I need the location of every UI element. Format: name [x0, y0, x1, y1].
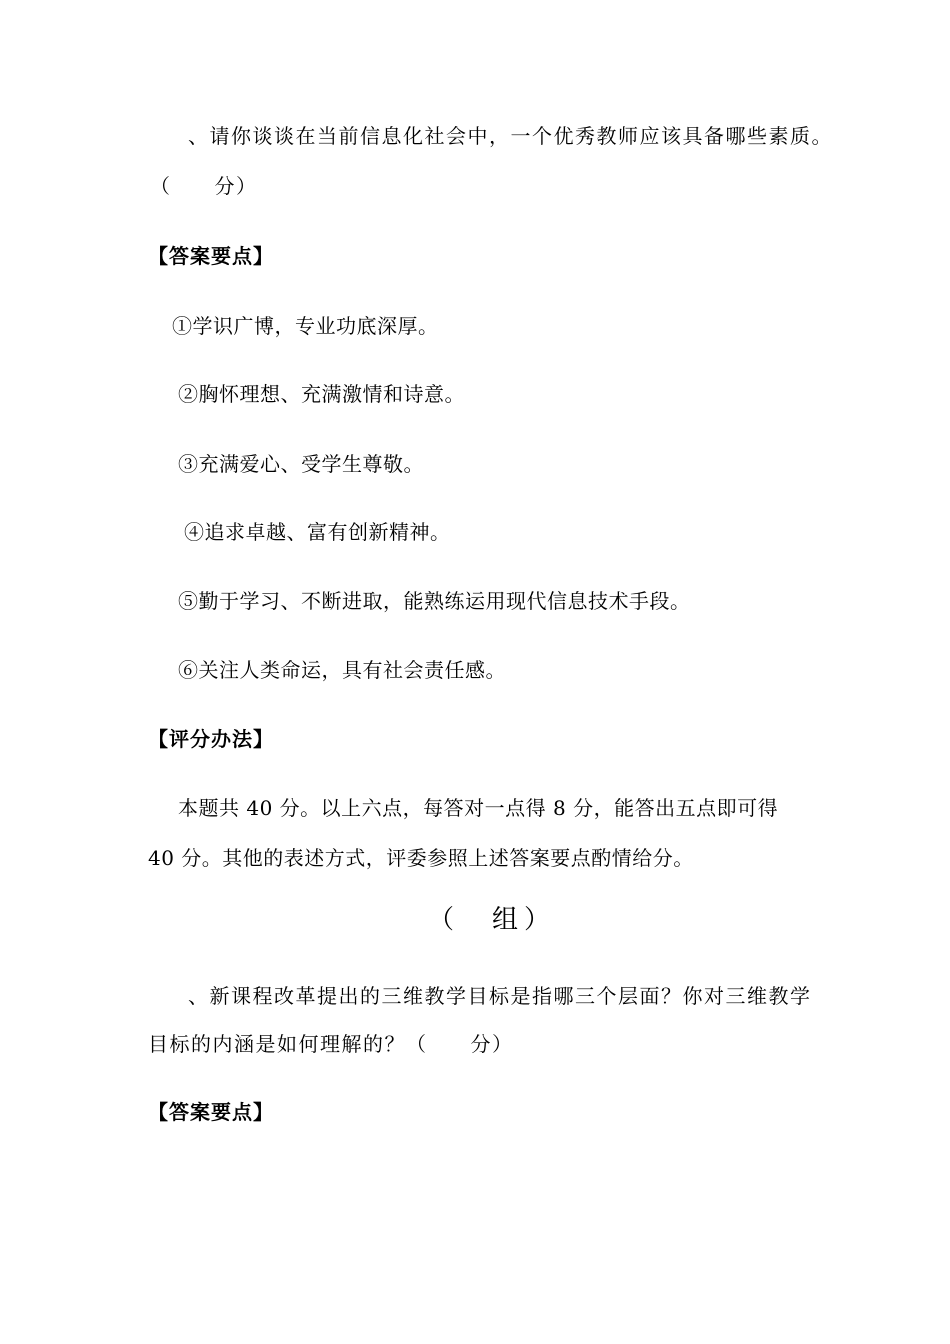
scoring-heading: 【评分办法】 — [148, 727, 274, 751]
answer-heading-2: 【答案要点】 — [148, 1100, 274, 1124]
scoring-line-2: 40 分。其他的表述方式，评委参照上述答案要点酌情给分。 — [148, 846, 694, 870]
group-title: （ 组） — [428, 905, 557, 935]
question-2-line-2: 目标的内涵是如何理解的？（ 分） — [148, 1032, 514, 1056]
answer-point-3: ③充满爱心、受学生尊敬。 — [178, 452, 424, 476]
question-2-line-1: 、新课程改革提出的三维教学目标是指哪三个层面？你对三维教学 — [188, 984, 812, 1008]
answer-point-5: ⑤勤于学习、不断进取，能熟练运用现代信息技术手段。 — [178, 589, 691, 613]
question-1-line-2: （ 分） — [150, 174, 258, 198]
answer-point-6: ⑥关注人类命运，具有社会责任感。 — [178, 658, 506, 682]
scoring-line-1: 本题共 40 分。以上六点，每答对一点得 8 分，能答出五点即可得 — [178, 796, 779, 820]
answer-point-2: ②胸怀理想、充满激情和诗意。 — [178, 382, 465, 406]
answer-point-1: ①学识广博，专业功底深厚。 — [172, 314, 439, 338]
question-1-line-1: 、请你谈谈在当前信息化社会中，一个优秀教师应该具备哪些素质。 — [188, 124, 833, 148]
answer-heading-1: 【答案要点】 — [148, 244, 274, 268]
answer-point-4: ④追求卓越、富有创新精神。 — [184, 520, 451, 544]
